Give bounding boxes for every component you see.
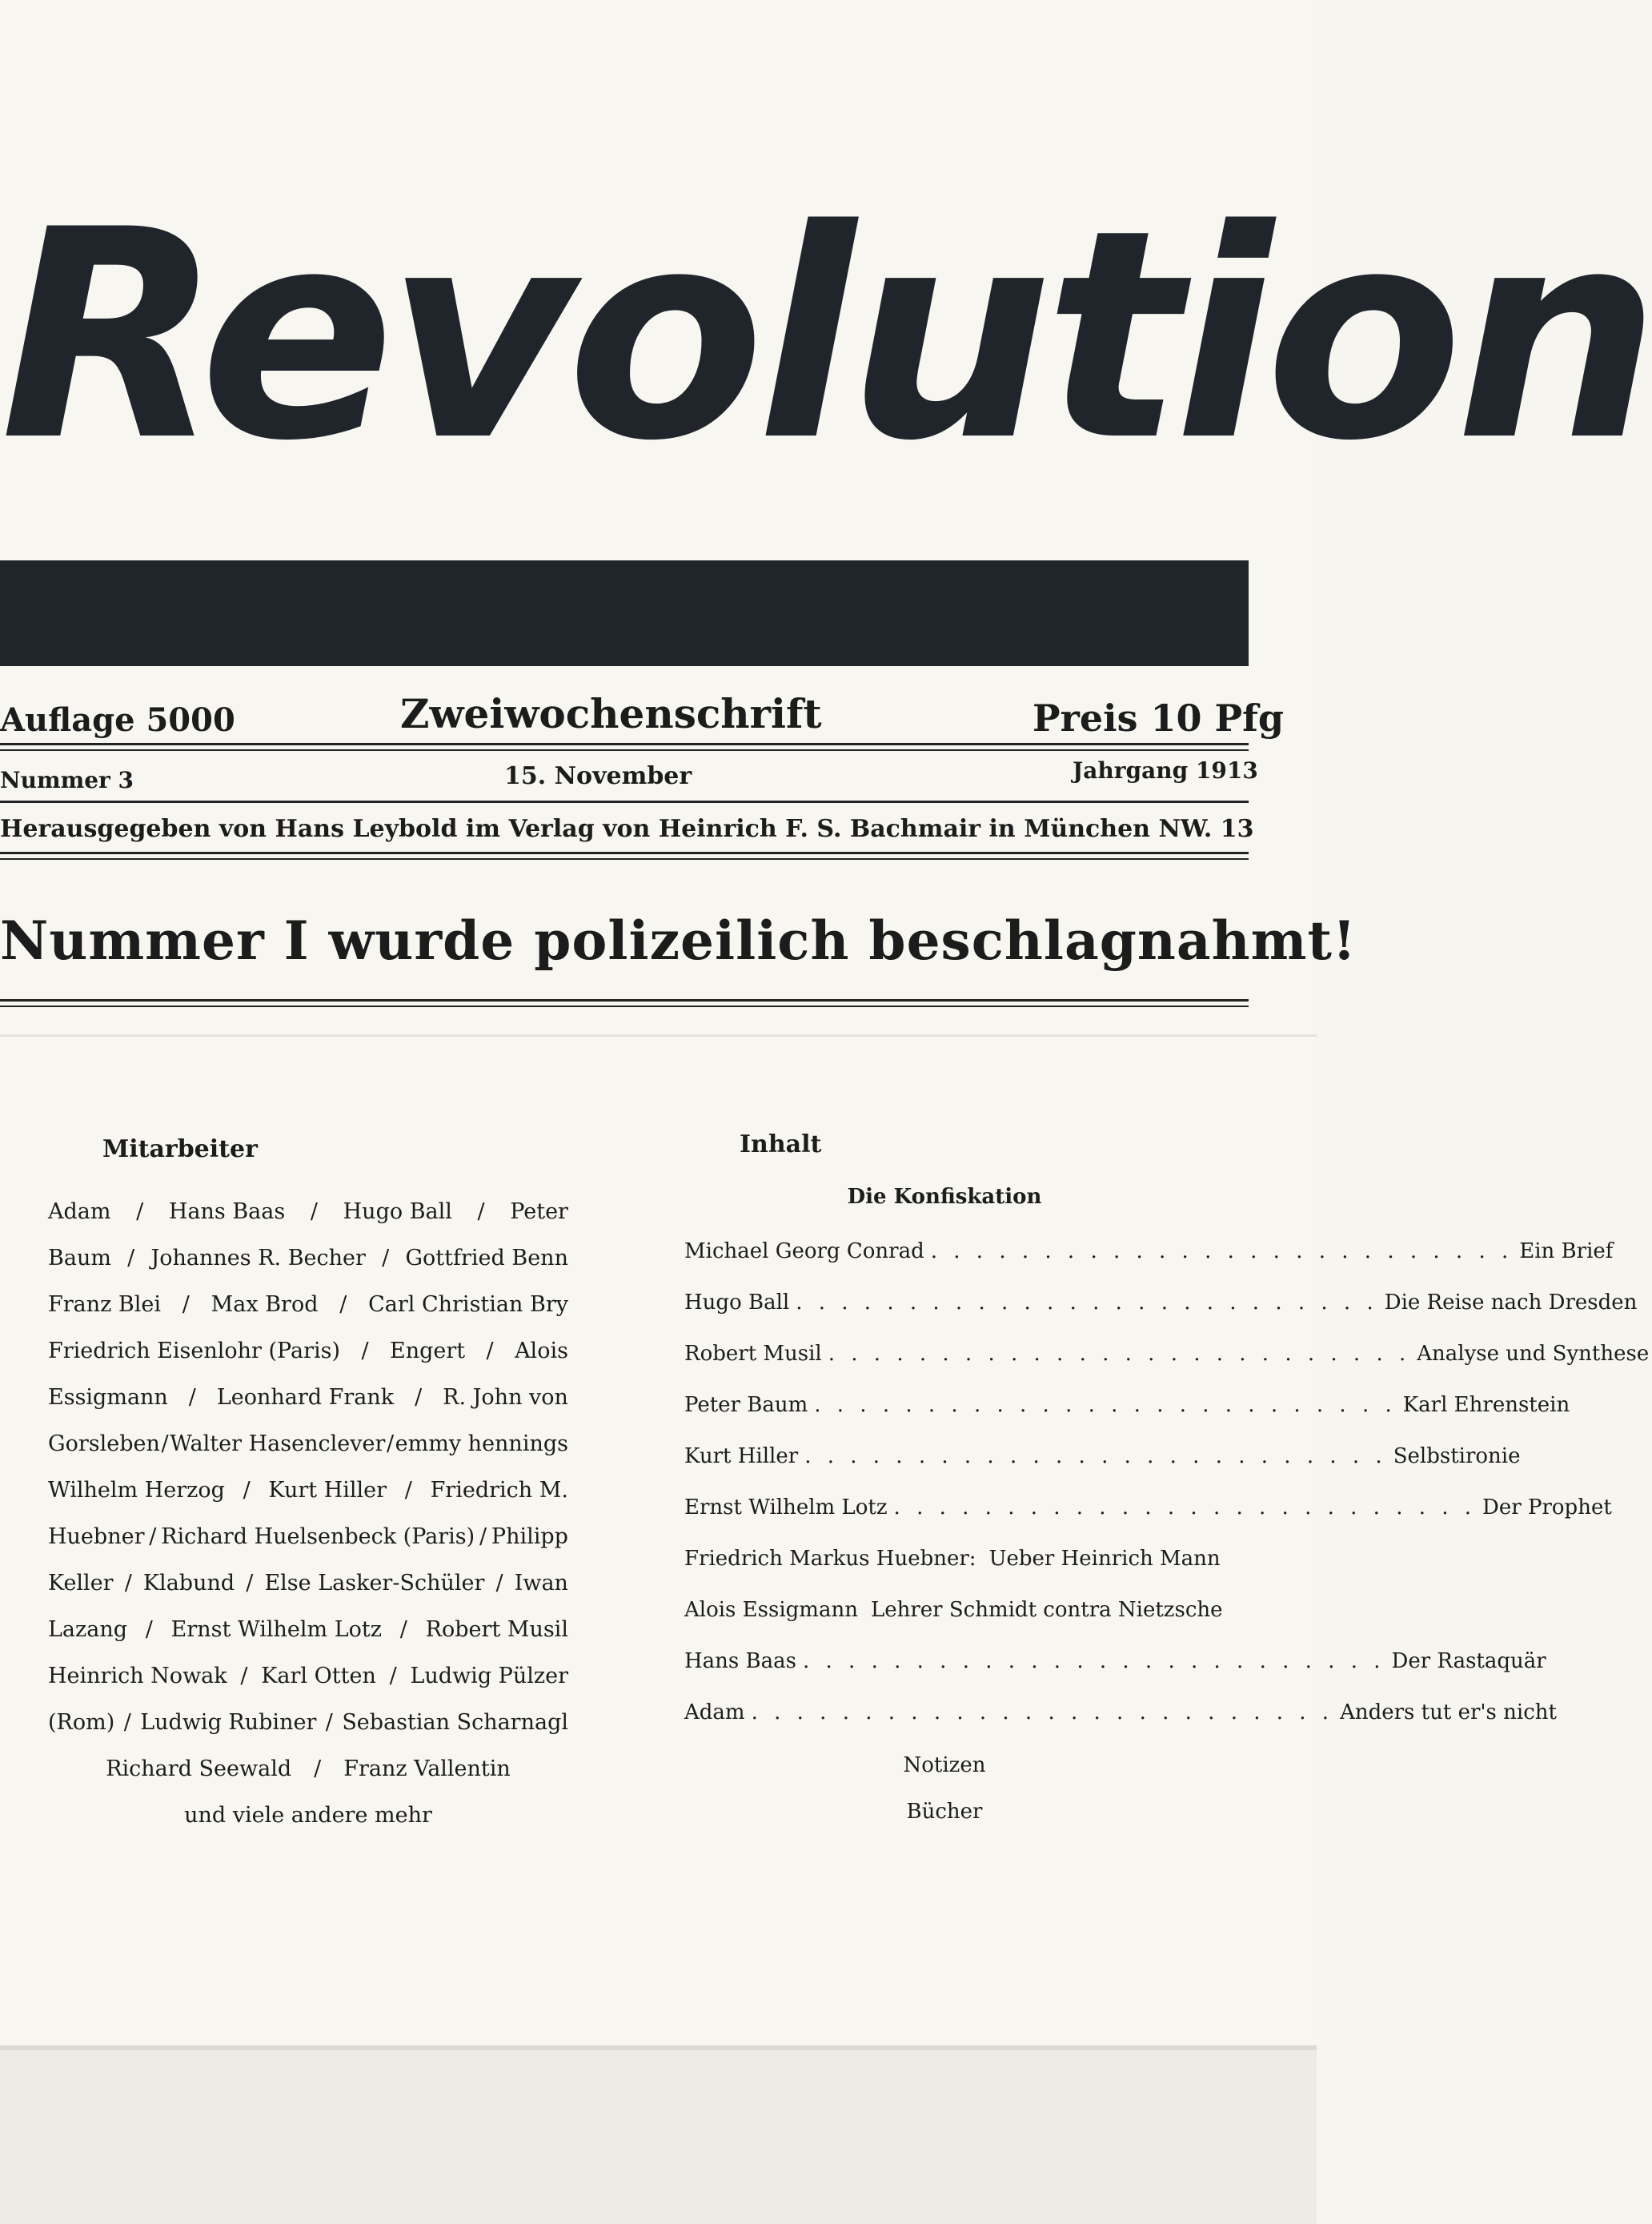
- leader-dots: . . . . . . . . . . . . . . . . . . . . . . . . . .: [804, 1444, 1387, 1468]
- separator: /: [415, 1385, 423, 1410]
- separator: /: [243, 1478, 251, 1503]
- divider: [0, 858, 1249, 860]
- entry-author: Alois Essigmann: [684, 1598, 858, 1622]
- contributors-heading: Mitarbeiter: [102, 1135, 258, 1163]
- contributor-line: [48, 1385, 568, 1410]
- publisher-line: Herausgegeben von Hans Leybold im Verlag von Heinrich F. S. Bachmair in München NW. 13: [0, 815, 1254, 843]
- contributor-name: Ernst Wilhelm Lotz: [170, 1617, 382, 1642]
- entry-author: Adam: [684, 1700, 745, 1724]
- contents-entry: [684, 1239, 1614, 1263]
- issue-date: 15. November: [504, 762, 692, 790]
- contributor-name: Leonhard Frank: [216, 1385, 395, 1410]
- separator: /: [389, 1664, 397, 1688]
- issue-number: Nummer 3: [0, 767, 134, 793]
- contributor-name: Ludwig Rubiner: [140, 1710, 317, 1735]
- contributor-name: Alois: [515, 1339, 568, 1363]
- contributor-name: Klabund: [142, 1571, 235, 1596]
- separator: /: [145, 1617, 153, 1642]
- contributor-name: Walter Hasenclever: [170, 1431, 386, 1456]
- separator: /: [325, 1710, 333, 1735]
- separator: /: [386, 1431, 395, 1456]
- contents-section: Die Konfiskation: [847, 1185, 1042, 1209]
- entry-author: Hugo Ball: [684, 1291, 790, 1315]
- contributor-name: Hans Baas: [168, 1199, 286, 1224]
- entry-title: Analyse und Synthese: [1417, 1342, 1650, 1366]
- entry-title: Selbstironie: [1393, 1444, 1521, 1468]
- contents-entry: [684, 1547, 1221, 1571]
- contents-footer-item: Notizen: [903, 1753, 986, 1777]
- contributor-line: [48, 1664, 568, 1688]
- masthead-info-row: [0, 690, 1285, 740]
- contributor-name: Huebner: [48, 1524, 145, 1549]
- contents-entry: [684, 1342, 1650, 1366]
- contributor-name: Ludwig Pülzer: [410, 1664, 568, 1688]
- leader-dots: . . . . . . . . . . . . . . . . . . . . . . . . . .: [796, 1291, 1378, 1315]
- entry-author: Peter Baum: [684, 1393, 808, 1417]
- contributor-name: Carl Christian Bry: [368, 1292, 568, 1317]
- contributor-line: [48, 1199, 568, 1224]
- contents-entry: [684, 1598, 1223, 1622]
- entry-title: Lehrer Schmidt contra Nietzsche: [870, 1598, 1223, 1622]
- divider: [0, 999, 1249, 1002]
- page-fold: [0, 1034, 1317, 1037]
- entry-author: Robert Musil: [684, 1342, 822, 1366]
- divider: [0, 1006, 1249, 1007]
- separator: /: [124, 1571, 132, 1596]
- entry-author: Friedrich Markus Huebner:: [684, 1547, 976, 1571]
- contents-entry: [684, 1393, 1570, 1417]
- contributor-line: [48, 1292, 568, 1317]
- separator: /: [339, 1292, 347, 1317]
- contributor-name: Hugo Ball: [343, 1199, 452, 1224]
- contributor-name: Keller: [48, 1571, 114, 1596]
- contents-footer-item: Bücher: [906, 1800, 983, 1824]
- contributor-name: (Rom): [48, 1710, 115, 1735]
- separator: /: [399, 1617, 407, 1642]
- contributor-line: [48, 1803, 568, 1828]
- contributor-line: [48, 1246, 568, 1271]
- separator: /: [136, 1199, 144, 1224]
- separator: /: [361, 1339, 369, 1363]
- contributor-name: Sebastian Scharnagl: [342, 1710, 568, 1735]
- contents-entry: [684, 1700, 1557, 1724]
- entry-title: Anders tut er's nicht: [1340, 1700, 1557, 1724]
- separator: /: [477, 1199, 485, 1224]
- page-fold: [0, 2045, 1317, 2050]
- contributor-name: Richard Seewald: [106, 1756, 292, 1781]
- separator: /: [240, 1664, 248, 1688]
- contributor-line: [48, 1710, 568, 1735]
- contributor-name: Gottfried Benn: [405, 1246, 568, 1271]
- separator: /: [182, 1292, 190, 1317]
- contributor-line: [48, 1756, 568, 1781]
- leader-dots: . . . . . . . . . . . . . . . . . . . . . . . . . .: [828, 1342, 1411, 1366]
- masthead-ink-bar: [0, 560, 1249, 666]
- contributor-name: Philipp: [491, 1524, 568, 1549]
- entry-author: Kurt Hiller: [684, 1444, 799, 1468]
- divider: [0, 743, 1249, 745]
- entry-title: Ein Brief: [1519, 1239, 1614, 1263]
- entry-title: Der Prophet: [1482, 1495, 1612, 1519]
- separator: /: [188, 1385, 196, 1410]
- separator: /: [404, 1478, 412, 1503]
- contributor-name: Franz Blei: [48, 1292, 162, 1317]
- divider: [0, 801, 1249, 803]
- entry-author: Ernst Wilhelm Lotz: [684, 1495, 888, 1519]
- contributor-name: Max Brod: [211, 1292, 319, 1317]
- contributor-name: Gorsleben: [48, 1431, 160, 1456]
- contributor-line: [48, 1478, 568, 1503]
- separator: /: [486, 1339, 494, 1363]
- leader-dots: . . . . . . . . . . . . . . . . . . . . . . . . . .: [814, 1393, 1397, 1417]
- contents-heading: Inhalt: [740, 1130, 822, 1158]
- masthead-logo: Revolution: [0, 168, 1652, 504]
- leader-dots: . . . . . . . . . . . . . . . . . . . . . . . . . .: [930, 1239, 1514, 1263]
- divider: [0, 852, 1249, 854]
- contributor-name: Iwan: [514, 1571, 568, 1596]
- contributor-name: emmy hennings: [395, 1431, 568, 1456]
- separator: /: [495, 1571, 503, 1596]
- contributor-line: [48, 1617, 568, 1642]
- leader-dots: . . . . . . . . . . . . . . . . . . . . . . . . . .: [751, 1700, 1334, 1724]
- contributor-name: Richard Huelsenbeck (Paris): [161, 1524, 475, 1549]
- contributor-name: Essigmann: [48, 1385, 168, 1410]
- page-bottom-margin: [0, 2049, 1317, 2224]
- publisher-row: [0, 815, 1254, 863]
- contributor-name: Kurt Hiller: [268, 1478, 387, 1503]
- separator: /: [479, 1524, 487, 1549]
- contents-entry: [684, 1444, 1521, 1468]
- contributor-name: und viele andere mehr: [184, 1803, 432, 1828]
- contents-entry: [684, 1495, 1612, 1519]
- contributor-line: [48, 1339, 568, 1363]
- entry-title: Die Reise nach Dresden: [1384, 1291, 1638, 1315]
- separator: /: [310, 1199, 318, 1224]
- contributor-line: [48, 1431, 568, 1456]
- contributor-name: R. John von: [443, 1385, 568, 1410]
- separator: /: [246, 1571, 254, 1596]
- entry-author: Hans Baas: [684, 1649, 796, 1673]
- contributor-name: Engert: [389, 1339, 466, 1363]
- entry-title: Der Rastaquär: [1391, 1649, 1546, 1673]
- headline: Nummer I wurde polizeilich beschlagnahmt!: [0, 909, 1357, 972]
- contributor-name: Friedrich M.: [430, 1478, 568, 1503]
- contributor-name: Wilhelm Herzog: [48, 1478, 225, 1503]
- publication-frequency: Zweiwochenschrift: [400, 690, 822, 737]
- divider: [0, 749, 1249, 751]
- contributor-name: Baum: [48, 1246, 111, 1271]
- entry-title: Karl Ehrenstein: [1402, 1393, 1570, 1417]
- entry-title: Ueber Heinrich Mann: [988, 1547, 1221, 1571]
- separator: /: [161, 1431, 169, 1456]
- entry-author: Michael Georg Conrad: [684, 1239, 924, 1263]
- contributor-name: Peter: [510, 1199, 568, 1224]
- year-volume: Jahrgang 1913: [1073, 757, 1258, 784]
- contents-entry: [684, 1649, 1546, 1673]
- circulation: Auflage 5000: [0, 701, 235, 739]
- separator: /: [123, 1710, 131, 1735]
- contributor-name: Robert Musil: [425, 1617, 568, 1642]
- separator: /: [149, 1524, 157, 1549]
- price: Preis 10 Pfg: [1032, 697, 1285, 740]
- leader-dots: . . . . . . . . . . . . . . . . . . . . . . . . . .: [893, 1495, 1477, 1519]
- leader-dots: . . . . . . . . . . . . . . . . . . . . . . . . . .: [802, 1649, 1385, 1673]
- contents-entry: [684, 1291, 1638, 1315]
- contributor-line: [48, 1571, 568, 1596]
- contributor-name: Johannes R. Becher: [150, 1246, 366, 1271]
- separator: /: [314, 1756, 322, 1781]
- contributor-name: Else Lasker-Schüler: [264, 1571, 485, 1596]
- contributor-name: Heinrich Nowak: [48, 1664, 227, 1688]
- separator: /: [382, 1246, 390, 1271]
- contributor-name: Adam: [48, 1199, 111, 1224]
- separator: /: [127, 1246, 135, 1271]
- contributor-name: Karl Otten: [261, 1664, 376, 1688]
- masthead-info-row: [0, 757, 1258, 805]
- contributor-line: [48, 1524, 568, 1549]
- contributor-name: Franz Vallentin: [343, 1756, 511, 1781]
- contributor-name: Friedrich Eisenlohr (Paris): [48, 1339, 341, 1363]
- contributor-name: Lazang: [48, 1617, 128, 1642]
